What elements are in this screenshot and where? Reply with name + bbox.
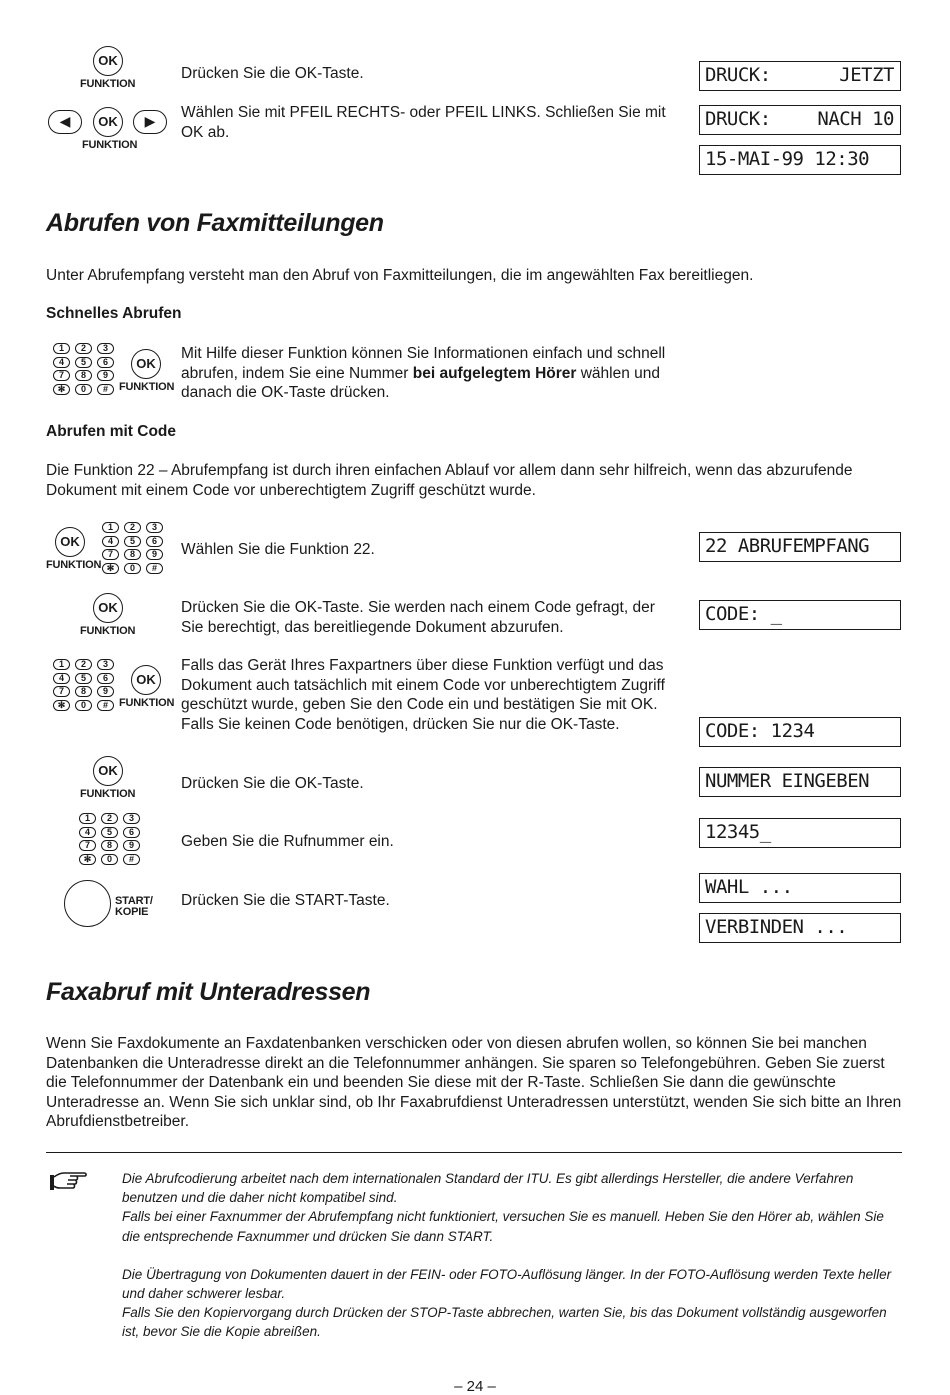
lcd-display: 22 ABRUFEMPFANG [699,532,901,562]
funktion-label: FUNKTION [80,625,136,637]
keypad-key: 3 [146,522,163,533]
keypad-key: 6 [97,357,114,368]
page-number: – 24 – [454,1378,496,1395]
lcd-display: 15-MAI-99 12:30 [699,145,901,175]
keypad-key: # [97,384,114,395]
arrow-left-icon: ◀ [48,110,82,134]
lcd-text: NACH 10 [817,108,894,130]
keypad-key: ✻ [53,384,70,395]
section-title: Faxabruf mit Unteradressen [46,978,371,1006]
ok-key-icon: OK [93,107,123,137]
keypad-key: ✻ [53,700,70,711]
note-paragraph: Die Übertragung von Dokumenten dauert in der FEIN- oder FOTO-Auflösung länger. In der FOTO-Auflösung werden Texte heller und daher schwerer lesbar. [122,1266,892,1302]
step-text: Drücken Sie die OK-Taste. [181,775,364,792]
step-text: Wählen Sie die Funktion 22. [181,541,375,558]
lcd-display [699,105,901,135]
funktion-label: FUNKTION [82,139,138,151]
lcd-display: WAHL ... [699,873,901,903]
keypad-key: 6 [146,536,163,547]
lcd-text: DRUCK: [705,108,771,130]
keypad-key: 5 [101,827,118,838]
ok-key-icon: OK [93,46,123,76]
arrow-right-icon: ▶ [133,110,167,134]
ok-key-icon: OK [55,527,85,557]
step-text: Wählen Sie mit PFEIL RECHTS- oder PFEIL LINKS. Schließen Sie mit OK ab. [181,104,666,141]
step-text: Falls das Gerät Ihres Faxpartners über diese Funktion verfügt und das Dokument auch tatsächlich mit einem Code vor unberechtigtem Zugriff geschützt wurde, geben Sie den Code ein und bestätigen Sie mit OK. Falls Sie keinen Code benötigen, drücken Sie nur die OK-Taste. [181,657,665,733]
lcd-text: JETZT [839,64,894,86]
start-label: KOPIE [115,906,149,918]
ok-key-icon: OK [93,756,123,786]
keypad-key: 1 [53,659,70,670]
keypad-key: 2 [75,659,92,670]
keypad-key: 4 [102,536,119,547]
subheading: Schnelles Abrufen [46,305,182,322]
section-title: Abrufen von Faxmitteilungen [46,209,384,237]
keypad-key: 5 [75,357,92,368]
note-text [122,1169,892,1342]
keypad-key: # [123,854,140,865]
keypad-key: 9 [97,370,114,381]
step-text: Geben Sie die Rufnummer ein. [181,833,394,850]
keypad-key: 8 [101,840,118,851]
keypad-key: 0 [75,700,92,711]
note-paragraph: Falls bei einer Faxnummer der Abrufempfang nicht funktioniert, versuchen Sie es manuell. Heben Sie den Hörer ab, wählen Sie die entsprechende Faxnummer und drücken Sie dann START. [122,1209,884,1244]
keypad-key: ✻ [102,563,119,574]
keypad-key: 7 [79,840,96,851]
step-text: Drücken Sie die OK-Taste. [181,65,364,82]
paragraph: Wenn Sie Faxdokumente an Faxdatenbanken verschicken oder von diesen abrufen wollen, so können Sie bei manchen Datenbanken die Unteradresse direkt an die Telefonnummer anhängen. Sie sparen so Telefongebühren. Geben Sie zuerst die Telefonnummer der Datenbank ein und beenden Sie diese mit der R-Taste. Schließen Sie dann die gewünschte Unteradresse an. Wenn Sie sich unklar sind, ob Ihr Faxabrufdienst Unteradressen unterstützt, wenden Sie sich bitte an Ihren Abrufdienstbetreiber. [46,1035,902,1130]
text-span: Mit Hilfe dieser Funktion können Sie Informationen einfach und schnell abrufen, indem Sie eine Nummer [181,345,666,382]
keypad-key: 2 [75,343,92,354]
funktion-label: FUNKTION [119,697,175,709]
keypad-key: 6 [97,673,114,684]
bold-text: bei aufgelegtem Hörer [412,364,577,382]
lcd-display: 12345_ [699,818,901,848]
keypad-key: # [97,700,114,711]
subheading: Abrufen mit Code [46,423,177,440]
start-key-icon [64,880,111,927]
ok-key-icon: OK [131,665,161,695]
step-text: Drücken Sie die OK-Taste. Sie werden nach einem Code gefragt, der Sie berechtigt, das bereitliegende Dokument abzurufen. [181,599,655,636]
paragraph: Die Funktion 22 – Abrufempfang ist durch ihren einfachen Ablauf vor allem dann sehr hilfreich, wenn das abzurufende Dokument mit einem Code vor unberechtigtem Zugriff geschützt wurde. [46,462,853,499]
keypad-key: 7 [102,549,119,560]
lcd-display: NUMMER EINGEBEN [699,767,901,797]
keypad-key: 8 [75,370,92,381]
lcd-text: DRUCK: [705,64,771,86]
keypad-key: ✻ [79,854,96,865]
keypad-key: 3 [97,659,114,670]
note-paragraph: Die Abrufcodierung arbeitet nach dem internationalen Standard der ITU. Es gibt allerdings Hersteller, die andere Verfahren benutzen und die daher nicht kompatibel sind. [122,1171,854,1206]
text-span: wählen und danach die OK-Taste drücken. [181,364,661,401]
note-paragraph: Falls Sie den Kopiervorgang durch Drücken der STOP-Taste abbrechen, warten Sie, bis das Dokument vollständig ausgeworfen ist, bevor Sie die Kopie abreißen. [122,1305,887,1340]
keypad-key: 2 [124,522,141,533]
keypad-key: 7 [53,686,70,697]
keypad-key: 9 [97,686,114,697]
keypad-key: 9 [146,549,163,560]
keypad-key: 8 [124,549,141,560]
keypad-key: 4 [53,357,70,368]
note-divider [46,1152,902,1153]
keypad-key: 8 [75,686,92,697]
start-label: START/ [115,895,153,907]
funktion-label: FUNKTION [80,78,136,90]
keypad-key: 7 [53,370,70,381]
keypad-key: 5 [75,673,92,684]
funktion-label: FUNKTION [46,559,102,571]
lcd-display: CODE: 1234 [699,717,901,747]
lcd-display: CODE: _ [699,600,901,630]
keypad-key: 4 [53,673,70,684]
keypad-key: 0 [101,854,118,865]
funktion-label: FUNKTION [119,381,175,393]
funktion-label: FUNKTION [80,788,136,800]
keypad-key: 6 [123,827,140,838]
ok-key-icon: OK [131,349,161,379]
pointing-hand-icon [48,1170,90,1197]
keypad-key: 3 [97,343,114,354]
step-text: Drücken Sie die START-Taste. [181,892,390,909]
keypad-key: # [146,563,163,574]
ok-key-icon: OK [93,593,123,623]
lcd-display [699,61,901,91]
paragraph: Unter Abrufempfang versteht man den Abruf von Faxmitteilungen, die im angewählten Fax bereitliegen. [46,267,754,284]
keypad-key: 3 [123,813,140,824]
keypad-key: 0 [124,563,141,574]
keypad-key: 4 [79,827,96,838]
keypad-key: 2 [101,813,118,824]
keypad-key: 1 [102,522,119,533]
lcd-display: VERBINDEN ... [699,913,901,943]
step-text [181,344,666,403]
keypad-key: 5 [124,536,141,547]
keypad-key: 0 [75,384,92,395]
keypad-key: 1 [53,343,70,354]
keypad-key: 9 [123,840,140,851]
keypad-key: 1 [79,813,96,824]
